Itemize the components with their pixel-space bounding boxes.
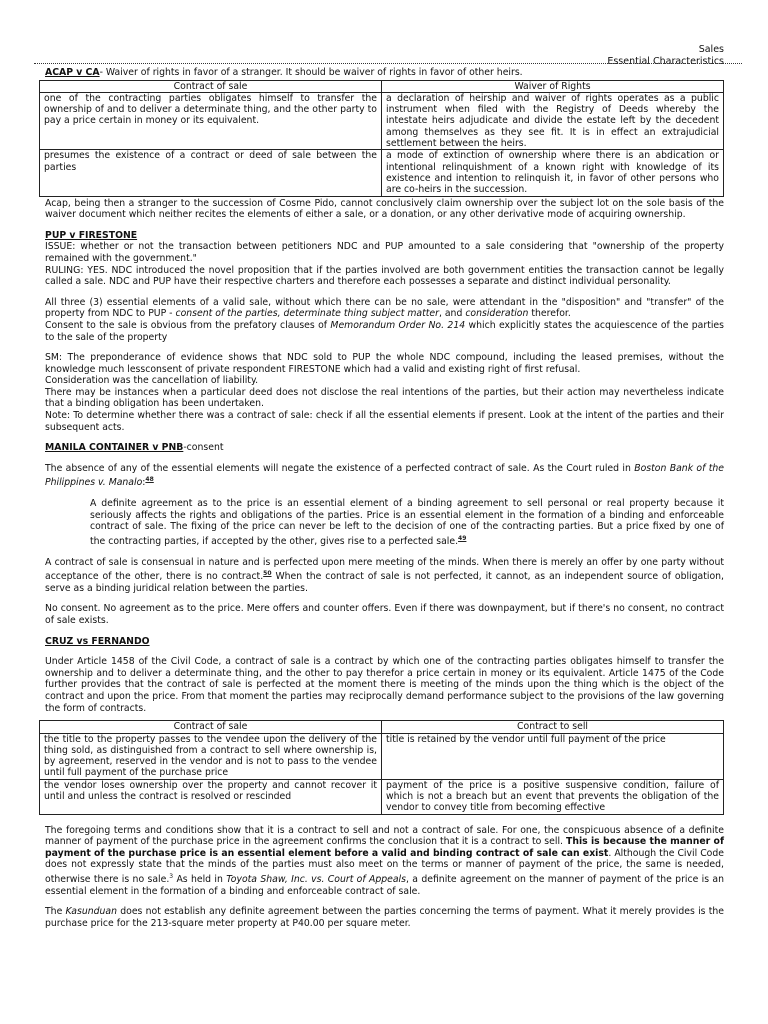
text-span: The	[45, 906, 66, 918]
text-span: The foregoing terms and conditions show that it is a contract to sell and not a contract of sale. For one, the conspicuous absence of a definite manner of payment of the purchase price in the agreement confirms the conclusion that it is a contract to sell.	[45, 824, 724, 848]
table-header-cell: Contract of sale	[40, 80, 382, 92]
text-span: As held in	[173, 874, 227, 886]
case-title-manila: MANILA CONTAINER v PNB	[45, 442, 184, 454]
table-header-cell: Contract of sale	[40, 721, 382, 733]
table-cell: a declaration of heirship and waiver of rights operates as a public instrument when filed with the Registry of Deeds whereby the intestate heirs adjudicate and divide the estate left by the decedent among themselves as they see fit. It is in effect an extrajudicial settlement between the heirs.	[382, 92, 724, 149]
text-span: :	[142, 477, 146, 489]
table-cell: the vendor loses ownership over the property and cannot recover it until and unless the contract is resolved or rescinded	[40, 779, 382, 814]
pup-issue: ISSUE: whether or not the transaction between petitioners NDC and PUP amounted to a sale considering that "ownership of the property remained with the government."	[45, 241, 724, 264]
acap-conclusion: Acap, being then a stranger to the succession of Cosme Pido, cannot conclusively claim ownership over the subject lot on the sole basis of the waiver document which neither recites the elements of either a sale, or a donation, or any other derivative mode of acquiring ownership.	[45, 197, 724, 221]
table-cell: one of the contracting parties obligates himself to transfer the ownership of and to deliver a determinate thing, and the other party to pay a price certain in money or its equivalent.	[40, 92, 382, 149]
manila-suffix: -consent	[183, 442, 224, 454]
text-span: , a definite agreement on the manner of payment of the price is an essential element in the formation of a binding and enforceable contract of sale.	[45, 874, 724, 897]
cruz-article: Under Article 1458 of the Civil Code, a contract of sale is a contract by which one of the contracting parties obligates himself to transfer the ownership and to deliver a determinate thing, and the other to pay therefor a price certain in money or its equivalent. Article 1475 of the Code further provides that the contract of sale is perfected at the moment there is meeting of the minds upon the thing which is the object of the contract and upon the price. From that moment the parties may reciprocally demand performance subject to the provisions of the law governing the form of contracts.	[45, 656, 724, 714]
table-cell: title is retained by the vendor until full payment of the price	[382, 733, 724, 779]
pup-elements	[45, 297, 724, 320]
text-span: When the contract of sale is not perfected, it cannot, as an independent source of obligation, serve as a binding juridical relation between the parties.	[45, 571, 725, 594]
italic-span: consideration	[465, 308, 529, 320]
text-span: All three (3) essential elements of a valid sale, without which there can be no sale, were attendant in the "disposition" and "transfer" of the property from NDC to PUP -	[45, 296, 724, 320]
manila-heading	[45, 442, 724, 454]
document-body	[45, 67, 724, 929]
table-row	[40, 733, 724, 779]
italic-span: Boston Bank of the Philippines v. Manalo	[45, 462, 724, 489]
cruz-foregoing	[45, 825, 724, 898]
italic-span: Memorandum Order No. 214	[330, 319, 466, 331]
manila-quote	[90, 498, 724, 547]
footnote-marker: 3	[169, 872, 174, 880]
text-span: The absence of any of the essential elements will negate the existence of a perfected contract of sale. As the Court ruled in	[45, 462, 635, 474]
table-row	[40, 150, 724, 196]
manila-no-consent: No consent. No agreement as to the price. Mere offers and counter offers. Even if there was downpayment, but if there's no consent, no contract of sale exists.	[45, 603, 724, 627]
pup-consent	[45, 320, 724, 343]
italic-span: Kasunduan	[65, 906, 118, 918]
footnote-link[interactable]: 49	[458, 534, 467, 542]
pup-heading	[45, 230, 724, 242]
case-title-cruz: CRUZ vs FERNANDO	[45, 635, 150, 647]
table-cell: the title to the property passes to the vendee upon the delivery of the thing sold, as distinguished from a contract to sell where ownership is, by agreement, reserved in the vendor and is not to pass to the vendee until full payment of the purchase price	[40, 733, 382, 779]
text-span: A contract of sale is consensual in nature and is perfected upon mere meeting of the minds. When there is merely an offer by one party without acceptance of the other, there is no contract.	[45, 556, 724, 583]
table-cell: presumes the existence of a contract or deed of sale between the parties	[40, 150, 382, 196]
table-row	[40, 92, 724, 149]
acap-comparison-table	[39, 80, 724, 197]
footnote-link[interactable]: 50	[263, 570, 272, 578]
table-row	[40, 779, 724, 814]
cruz-heading	[45, 636, 724, 648]
table-header-cell: Waiver of Rights	[382, 80, 724, 92]
footnote-link[interactable]: 48	[145, 476, 154, 484]
table-cell: payment of the price is a positive suspensive condition, failure of which is not a breach but an event that prevents the obligation of the vendor to convey title from becoming effective	[382, 779, 724, 814]
page-header	[607, 44, 724, 68]
cruz-kasunduan	[45, 906, 724, 929]
header-section: Essential Characteristics	[607, 56, 724, 67]
manila-absence	[45, 463, 724, 489]
table-header-cell: Contract to sell	[382, 721, 724, 733]
case-title-pup: PUP v FIRESTONE	[45, 229, 138, 241]
header-divider	[34, 63, 742, 64]
text-span: which explicitly states the acquiescence of the parties to the sale of the property	[45, 319, 724, 343]
italic-span: consent of the parties, determinate thing subject matter	[175, 308, 439, 320]
text-span: A definite agreement as to the price is an essential element of a binding agreement to sell personal or real property because it seriously affects the rights and obligations of the parties. Price is an essential element in the formation of a binding and enforceable contract of sale. The fixing of the price can never be left to the decision of one of the contracting parties. But a price fixed by one of the contracting parties, if accepted by the other, gives rise to a perfected sale.	[90, 498, 724, 547]
text-span: . Although the Civil Code does not expressly state that the minds of the parties must also meet on the terms or manner of payment of the price, the same is needed, otherwise there is no sale.	[45, 847, 724, 886]
manila-consensual	[45, 557, 724, 595]
header-subject: Sales	[698, 44, 724, 55]
table-cell: a mode of extinction of ownership where there is an abdication or intentional relinquishment of a known right with knowledge of its existence and intention to relinquish it, in favor of other persons who are co-heirs in the succession.	[382, 150, 724, 196]
italic-span: Toyota Shaw, Inc. vs. Court of Appeals	[226, 874, 406, 886]
pup-sm: SM: The preponderance of evidence shows that NDC sold to PUP the whole NDC compound, including the leased premises, without the knowledge much lessconsent of private respondent FIRESTONE which had a valid and existing right of first refusal.	[45, 352, 724, 375]
text-span: does not establish any definite agreement between the parties concerning the terms of payment. What it merely provides is the purchase price for the 213-square meter property at P40.00 per square meter.	[45, 906, 725, 929]
acap-heading	[45, 67, 724, 79]
pup-ruling: RULING: YES. NDC introduced the novel proposition that if the parties involved are both government entities the transaction cannot be legally called a sale. NDC and PUP have their respective charters and therefore each possesses a separate and distinct individual personality.	[45, 264, 724, 288]
acap-intro: - Waiver of rights in favor of a stranger. It should be waiver of rights in favor of other heirs.	[99, 67, 523, 78]
pup-instances: There may be instances when a particular deed does not disclose the real intentions of the parties, but their action may nevertheless indicate that a binding obligation has been undertaken.	[45, 386, 724, 410]
bold-span: This is because the manner of payment of the purchase price is an essential element before a valid and binding contract of sale can exist	[45, 836, 724, 859]
text-span: therefor.	[528, 308, 571, 320]
case-title-acap: ACAP v CA	[45, 67, 100, 78]
text-span: Consent to the sale is obvious from the prefatory clauses of	[45, 319, 331, 331]
cruz-comparison-table	[39, 720, 724, 814]
table-header-row	[40, 721, 724, 733]
pup-consideration: Consideration was the cancellation of liability.	[45, 375, 259, 387]
text-span: , and	[438, 308, 466, 320]
table-header-row	[40, 80, 724, 92]
pup-note: Note: To determine whether there was a contract of sale: check if all the essential elements if present. Look at the intent of the parties and their subsequent acts.	[45, 410, 724, 433]
